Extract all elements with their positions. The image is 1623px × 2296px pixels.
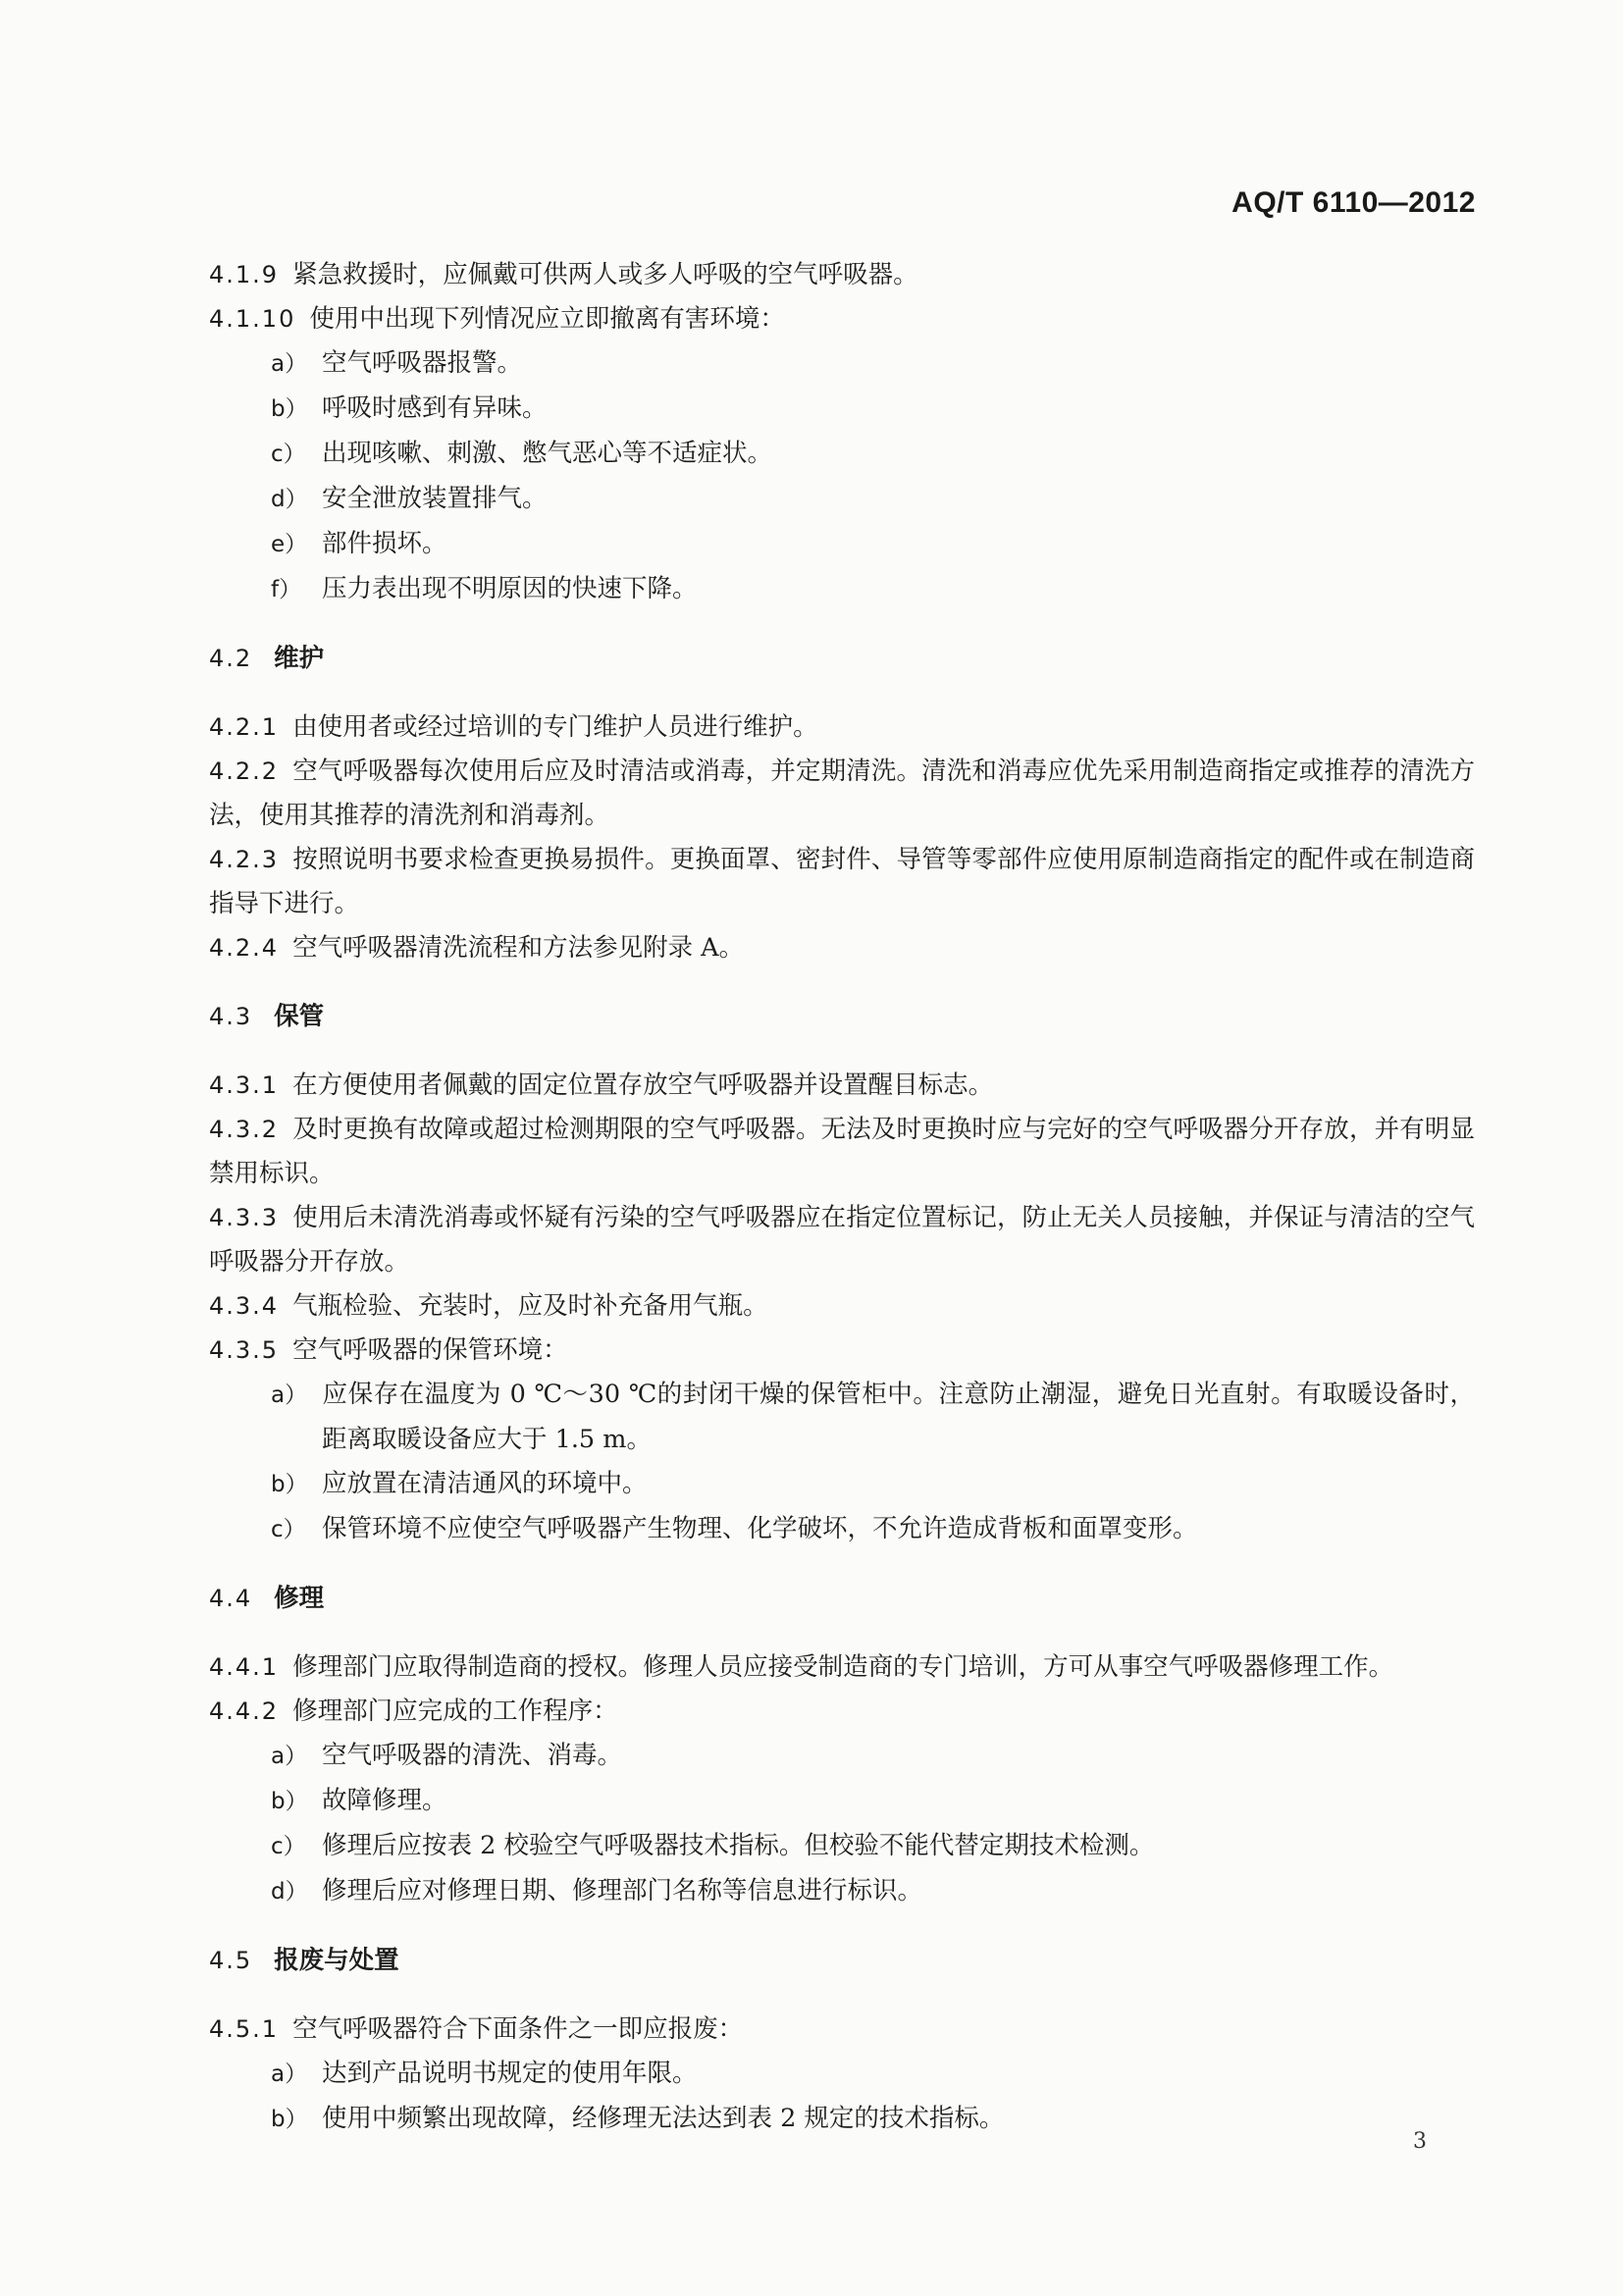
list-label: d） xyxy=(271,487,308,512)
list-label: b） xyxy=(271,1472,308,1497)
list-text: 呼吸时感到有异味。 xyxy=(322,393,548,423)
section-title: 维护 xyxy=(274,644,325,673)
clause-text: 空气呼吸器的保管环境： xyxy=(292,1335,568,1365)
list-item xyxy=(209,1507,1475,1552)
clause-4-2-3 xyxy=(209,838,1475,926)
clause-4-2-1 xyxy=(209,705,1475,750)
list-text: 修理后应对修理日期、修理部门名称等信息进行标识。 xyxy=(322,1876,923,1905)
clause-text: 气瓶检验、充装时，应及时补充备用气瓶。 xyxy=(292,1291,768,1321)
clause-number: 4.4.1 xyxy=(209,1653,280,1681)
list-item xyxy=(209,387,1475,432)
list-item xyxy=(209,1734,1475,1779)
clause-number: 4.1.9 xyxy=(209,261,280,288)
list-label: c） xyxy=(271,442,306,467)
clause-text: 修理部门应取得制造商的授权。修理人员应接受制造商的专门培训，方可从事空气呼吸器修理工作。 xyxy=(292,1652,1394,1682)
list-label: a） xyxy=(271,351,308,377)
clause-text: 空气呼吸器每次使用后应及时清洁或消毒，并定期清洗。清洗和消毒应优先采用制造商指定或推荐的清洗方法，使用其推荐的清洗剂和消毒剂。 xyxy=(209,757,1475,830)
clause-text: 使用中出现下列情况应立即撤离有害环境： xyxy=(309,304,785,334)
list-label: a） xyxy=(271,1744,308,1769)
list-item xyxy=(209,567,1475,612)
clause-4-4-1 xyxy=(209,1645,1475,1690)
list-item xyxy=(209,522,1475,567)
clause-number: 4.1.10 xyxy=(209,305,296,333)
list-text: 部件损坏。 xyxy=(322,529,447,558)
clause-text: 空气呼吸器清洗流程和方法参见附录 A。 xyxy=(292,933,745,963)
list-item xyxy=(209,432,1475,477)
clause-4-3-4 xyxy=(209,1284,1475,1329)
list-text: 空气呼吸器报警。 xyxy=(322,348,523,378)
list-text: 故障修理。 xyxy=(322,1786,447,1815)
list-text: 空气呼吸器的清洗、消毒。 xyxy=(322,1741,623,1770)
list-label: b） xyxy=(271,396,308,422)
clause-text: 由使用者或经过培训的专门维护人员进行维护。 xyxy=(292,712,818,742)
standard-code: AQ/T 6110—2012 xyxy=(1231,186,1476,219)
list-item xyxy=(209,1462,1475,1507)
list-text: 压力表出现不明原因的快速下降。 xyxy=(322,574,698,603)
list-item xyxy=(209,1824,1475,1869)
clause-number: 4.5.1 xyxy=(209,2015,280,2043)
list-item xyxy=(209,1869,1475,1914)
clause-number: 4.3.3 xyxy=(209,1204,280,1231)
list-text: 修理后应按表 2 校验空气呼吸器技术指标。但校验不能代替定期技术检测。 xyxy=(322,1831,1155,1860)
list-item xyxy=(209,1779,1475,1824)
clause-number: 4.3.2 xyxy=(209,1116,280,1143)
list-item xyxy=(209,2097,1475,2142)
list-text: 保管环境不应使空气呼吸器产生物理、化学破坏，不允许造成背板和面罩变形。 xyxy=(322,1514,1198,1543)
list-label: b） xyxy=(271,2107,308,2132)
list-text: 应保存在温度为 0 ℃～30 ℃的封闭干燥的保管柜中。注意防止潮湿，避免日光直射。有取暖设备时，距离取暖设备应大于 1.5 m。 xyxy=(322,1380,1475,1454)
section-title: 保管 xyxy=(274,1002,325,1031)
clause-number: 4.2.4 xyxy=(209,934,280,962)
clause-text: 修理部门应完成的工作程序： xyxy=(292,1696,618,1726)
clause-number: 4.2.1 xyxy=(209,713,280,741)
clause-4-2-2 xyxy=(209,750,1475,838)
clause-4-3-3 xyxy=(209,1196,1475,1284)
clause-number: 4.3.4 xyxy=(209,1292,280,1320)
section-number: 4.4 xyxy=(209,1585,253,1612)
clause-number: 4.4.2 xyxy=(209,1697,280,1725)
list-item xyxy=(209,341,1475,387)
clause-text: 使用后未清洗消毒或怀疑有污染的空气呼吸器应在指定位置标记，防止无关人员接触，并保证与清洁的空气呼吸器分开存放。 xyxy=(209,1203,1475,1277)
clause-text: 紧急救援时，应佩戴可供两人或多人呼吸的空气呼吸器。 xyxy=(292,260,918,289)
section-heading-4-3 xyxy=(209,995,1475,1039)
list-text: 出现咳嗽、刺激、憋气恶心等不适症状。 xyxy=(322,439,773,468)
list-item xyxy=(209,2052,1475,2097)
clause-text: 及时更换有故障或超过检测期限的空气呼吸器。无法及时更换时应与完好的空气呼吸器分开存放，并有明显禁用标识。 xyxy=(209,1115,1475,1188)
list-item xyxy=(209,1373,1475,1462)
clause-text: 在方便使用者佩戴的固定位置存放空气呼吸器并设置醒目标志。 xyxy=(292,1070,994,1100)
section-title: 报废与处置 xyxy=(274,1946,399,1975)
clause-number: 4.3.1 xyxy=(209,1071,280,1099)
list-label: b） xyxy=(271,1789,308,1814)
clause-4-1-9 xyxy=(209,253,1475,297)
list-text: 达到产品说明书规定的使用年限。 xyxy=(322,2059,698,2088)
section-heading-4-5 xyxy=(209,1939,1475,1983)
clause-number: 4.2.3 xyxy=(209,846,280,873)
section-number: 4.3 xyxy=(209,1003,253,1030)
clause-number: 4.2.2 xyxy=(209,757,280,785)
list-label: c） xyxy=(271,1834,306,1859)
section-heading-4-2 xyxy=(209,637,1475,681)
page-number: 3 xyxy=(1413,2129,1427,2154)
section-number: 4.2 xyxy=(209,645,253,672)
list-text: 安全泄放装置排气。 xyxy=(322,484,548,513)
section-title: 修理 xyxy=(274,1584,325,1613)
clause-text: 空气呼吸器符合下面条件之一即应报废： xyxy=(292,2014,744,2044)
clause-4-3-5 xyxy=(209,1329,1475,1373)
clause-number: 4.3.5 xyxy=(209,1336,280,1364)
clause-4-2-4 xyxy=(209,926,1475,970)
document-body xyxy=(209,253,1475,2142)
list-label: f） xyxy=(271,577,302,602)
clause-4-4-2 xyxy=(209,1690,1475,1734)
clause-text: 按照说明书要求检查更换易损件。更换面罩、密封件、导管等零部件应使用原制造商指定的配件或在制造商指导下进行。 xyxy=(209,845,1475,918)
list-text: 使用中频繁出现故障，经修理无法达到表 2 规定的技术指标。 xyxy=(322,2104,1005,2133)
section-heading-4-4 xyxy=(209,1577,1475,1621)
clause-4-3-1 xyxy=(209,1064,1475,1108)
list-label: e） xyxy=(271,532,308,557)
list-text: 应放置在清洁通风的环境中。 xyxy=(322,1469,648,1498)
list-label: d） xyxy=(271,1879,308,1905)
clause-4-1-10 xyxy=(209,297,1475,341)
clause-4-5-1 xyxy=(209,2008,1475,2052)
list-label: c） xyxy=(271,1517,306,1542)
list-label: a） xyxy=(271,1383,308,1408)
list-label: a） xyxy=(271,2061,308,2087)
section-number: 4.5 xyxy=(209,1947,253,1974)
list-item xyxy=(209,477,1475,522)
clause-4-3-2 xyxy=(209,1108,1475,1196)
